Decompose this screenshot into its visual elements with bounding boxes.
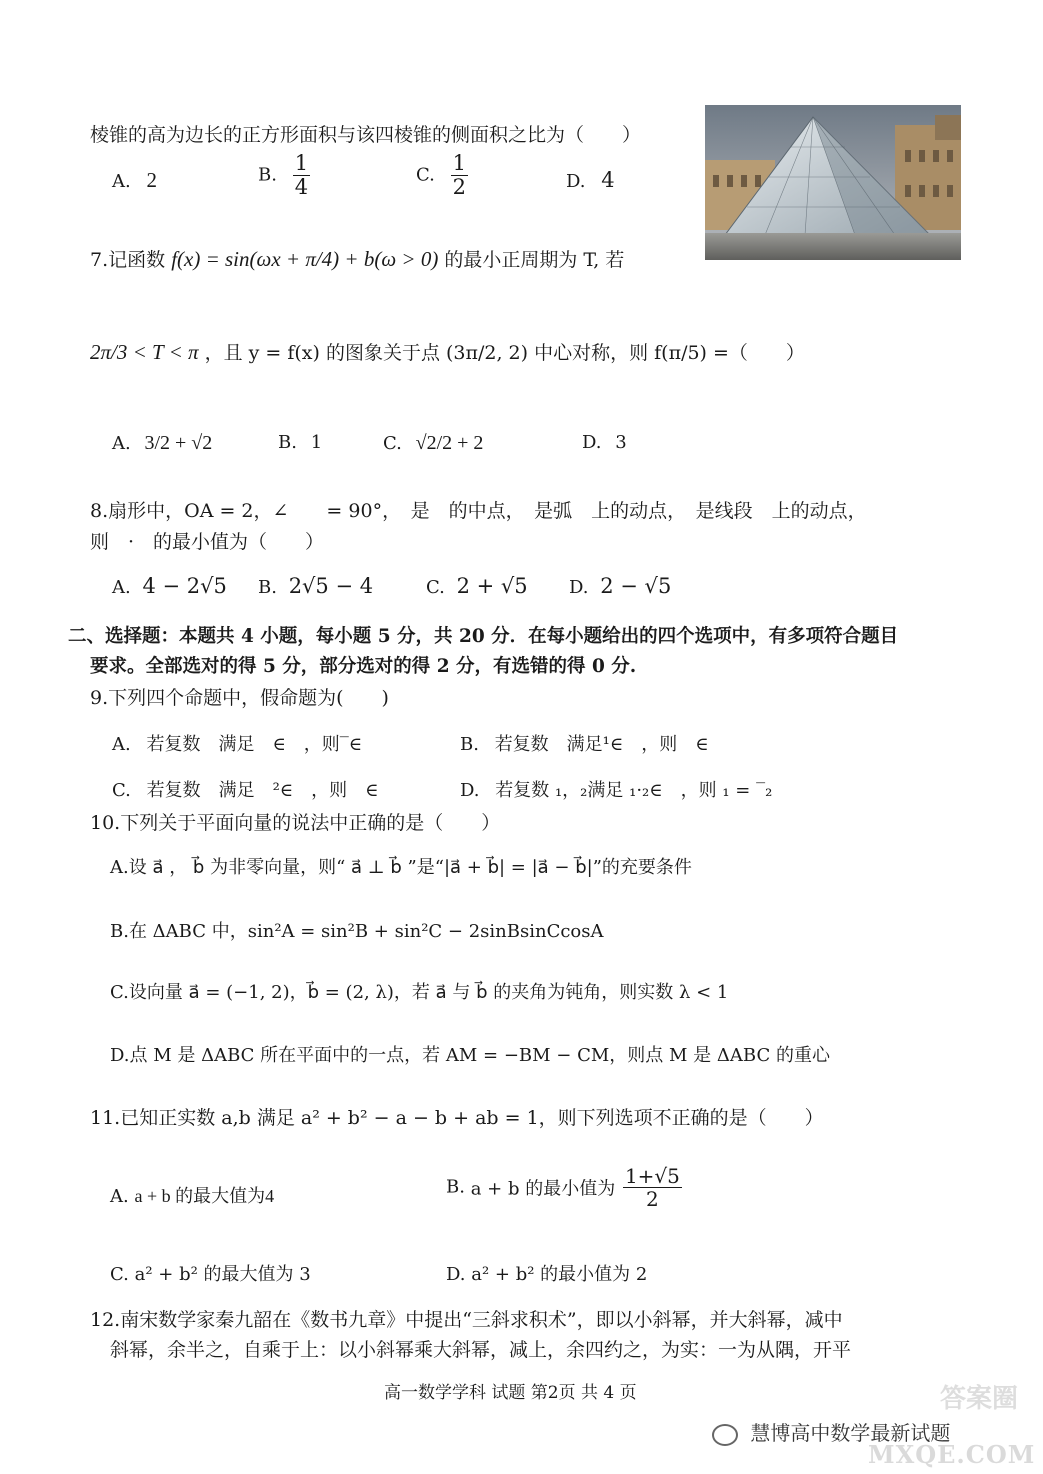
q7-line1 bbox=[90, 245, 624, 272]
q10-option-d bbox=[110, 1041, 830, 1067]
option-value: 2 + √5 bbox=[456, 574, 528, 598]
watermark-logo: 答案圈 bbox=[940, 1384, 1019, 1414]
option-label: C. bbox=[110, 1264, 129, 1285]
option-label: A. bbox=[112, 734, 131, 755]
q11-option-b bbox=[446, 1165, 684, 1210]
q8-option-b bbox=[258, 574, 373, 598]
q7-line2-text: ，且 y = f(x) 的图象关于点 (3π/2, 2) 中心对称，则 f(π/5) =（ ） bbox=[204, 342, 805, 364]
wechat-icon bbox=[712, 1424, 738, 1446]
option-value: 2 − √5 bbox=[600, 574, 672, 598]
option-label: D. bbox=[566, 171, 586, 192]
q10-option-b bbox=[110, 917, 604, 943]
q12-line1: 12.南宋数学家秦九韶在《数书九章》中提出“三斜求积术”，即以小斜幂，并大斜幂，减中 bbox=[90, 1309, 843, 1331]
q8-option-a bbox=[112, 574, 227, 598]
q6-option-d bbox=[566, 168, 615, 192]
option-label: A. bbox=[110, 857, 129, 878]
fraction-denominator: 2 bbox=[452, 175, 466, 200]
q8-option-d bbox=[569, 574, 671, 598]
q6-stem-tail: 棱锥的高为边长的正方形面积与该四棱锥的侧面积之比为（ ） bbox=[90, 124, 642, 146]
q7-option-b bbox=[278, 432, 322, 453]
option-text: a² + b² 的最小值为 2 bbox=[471, 1264, 648, 1285]
option-text: 若复数 满足 ∈ ，则‾∈ bbox=[146, 734, 363, 755]
q9-stem: 9.下列四个命题中，假命题为( ) bbox=[90, 687, 389, 709]
q10-stem: 10.下列关于平面向量的说法中正确的是（ ） bbox=[90, 812, 501, 834]
option-text: 在 ΔABC 中，sin²A = sin²B + sin²C − 2sinBsinCcosA bbox=[128, 921, 604, 942]
option-label: B. bbox=[258, 577, 277, 598]
option-value: 4 − 2√5 bbox=[142, 574, 227, 598]
q6-option-b bbox=[258, 152, 312, 199]
section-heading-line2: 要求。全部选对的得 5 分，部分选对的得 2 分，有选错的得 0 分. bbox=[90, 656, 637, 677]
watermark-site: MXQE.COM bbox=[868, 1440, 1036, 1469]
q6-option-a bbox=[112, 168, 157, 193]
q7-option-d bbox=[582, 432, 627, 453]
q7-suffix: 的最小正周期为 T, 若 bbox=[444, 249, 625, 271]
option-label: B. bbox=[258, 164, 277, 186]
option-label: A. bbox=[112, 433, 131, 454]
q11-option-c bbox=[110, 1260, 311, 1286]
fraction-numerator: 1 bbox=[294, 151, 309, 175]
option-label: D. bbox=[569, 577, 589, 598]
option-label: D. bbox=[460, 780, 480, 801]
option-value: 4 bbox=[601, 168, 615, 192]
option-text: 设 a⃗ ， b⃗ 为非零向量，则“ a⃗ ⊥ b⃗ ”是“|a⃗ + b⃗| = |a⃗ − b⃗|”的充要条件 bbox=[128, 857, 692, 878]
q7-period-condition: 2π/3 < T < π bbox=[90, 340, 199, 364]
option-label: C. bbox=[383, 433, 402, 454]
q9-option-c bbox=[112, 776, 378, 802]
q10-option-a bbox=[110, 853, 692, 879]
option-label: A. bbox=[110, 1186, 129, 1207]
q7-function-formula: f(x) = sin(ωx + π/4) + b(ω > 0) bbox=[171, 247, 439, 271]
option-value: √2/2 + 2 bbox=[415, 432, 484, 454]
page-footer: 高一数学学科 试题 第2页 共 4 页 bbox=[384, 1383, 637, 1403]
option-text: a² + b² 的最大值为 3 bbox=[134, 1264, 311, 1285]
wechat-account-name: 慧博高中数学最新试题 bbox=[750, 1421, 951, 1445]
q8-line2: 则 · 的最小值为（ ） bbox=[90, 531, 325, 553]
option-label: C. bbox=[416, 164, 435, 186]
option-label: A. bbox=[112, 171, 131, 192]
q8-option-c bbox=[426, 574, 528, 598]
option-value: 2√5 − 4 bbox=[288, 574, 374, 598]
option-text: 若复数 满足¹∈ ，则 ∈ bbox=[494, 734, 709, 755]
q7-prefix: 7.记函数 bbox=[90, 249, 166, 271]
q7-option-a bbox=[112, 432, 212, 455]
q9-option-b bbox=[460, 730, 709, 756]
option-label: B. bbox=[278, 432, 297, 453]
option-label: D. bbox=[446, 1264, 466, 1285]
option-text: a + b 的最大值为4 bbox=[134, 1186, 275, 1206]
q12-line2: 斜幂，余半之，自乘于上：以小斜幂乘大斜幂，减上，余四约之，为实：一为从隅，开平 bbox=[110, 1339, 852, 1361]
option-label: D. bbox=[110, 1045, 130, 1066]
option-text: 点 M 是 ΔABC 所在平面中的一点，若 AM = −BM − CM，则点 M 是 ΔABC 的重心 bbox=[129, 1045, 830, 1066]
fraction-denominator: 4 bbox=[294, 175, 309, 200]
option-value: 3 bbox=[615, 432, 627, 453]
fraction-denominator: 2 bbox=[646, 1187, 659, 1211]
q11-stem: 11.已知正实数 a,b 满足 a² + b² − a − b + ab = 1，则下列选项不正确的是（ ） bbox=[90, 1107, 824, 1129]
option-label: B. bbox=[460, 734, 479, 755]
q8-line1: 8.扇形中，OA = 2，∠ = 90°， 是 的中点， 是弧 上的动点， 是线段 上的动点， bbox=[90, 500, 867, 522]
q11-option-a bbox=[110, 1182, 274, 1208]
q7-line2 bbox=[90, 338, 805, 365]
q9-option-d bbox=[460, 776, 772, 802]
option-label: A. bbox=[112, 577, 131, 598]
fraction-numerator: 1+√5 bbox=[624, 1164, 680, 1188]
q6-option-c bbox=[416, 152, 470, 199]
option-value: 1 bbox=[310, 432, 323, 453]
section-heading-line1: 二、选择题：本题共 4 小题，每小题 5 分，共 20 分．在每小题给出的四个选项中，有多项符合题目 bbox=[68, 626, 899, 647]
option-label: C. bbox=[110, 982, 129, 1003]
option-label: B. bbox=[446, 1176, 465, 1198]
fraction-numerator: 1 bbox=[452, 151, 466, 175]
q7-option-c bbox=[383, 432, 483, 455]
option-text: 若复数 满足 ²∈ ，则 ∈ bbox=[146, 780, 379, 801]
option-value: 2 bbox=[146, 168, 157, 192]
option-value: 3/2 + √2 bbox=[144, 432, 213, 454]
louvre-pyramid-photo bbox=[705, 105, 961, 260]
q11-option-d bbox=[446, 1260, 647, 1286]
option-text: 设向量 a⃗ = (−1, 2)，b⃗ = (2, λ)，若 a⃗ 与 b⃗ 的夹角为钝角，则实数 λ < 1 bbox=[128, 982, 729, 1003]
q9-option-a bbox=[112, 730, 362, 756]
option-label: C. bbox=[112, 780, 131, 801]
option-text: 若复数 ₁，₂满足 ₁·₂∈ ，则 ₁ = ‾₂ bbox=[495, 780, 773, 801]
option-label: D. bbox=[582, 432, 602, 453]
option-text: a + b 的最小值为 bbox=[470, 1178, 616, 1200]
q10-option-c bbox=[110, 978, 728, 1004]
option-label: B. bbox=[110, 921, 129, 942]
option-label: C. bbox=[426, 577, 445, 598]
